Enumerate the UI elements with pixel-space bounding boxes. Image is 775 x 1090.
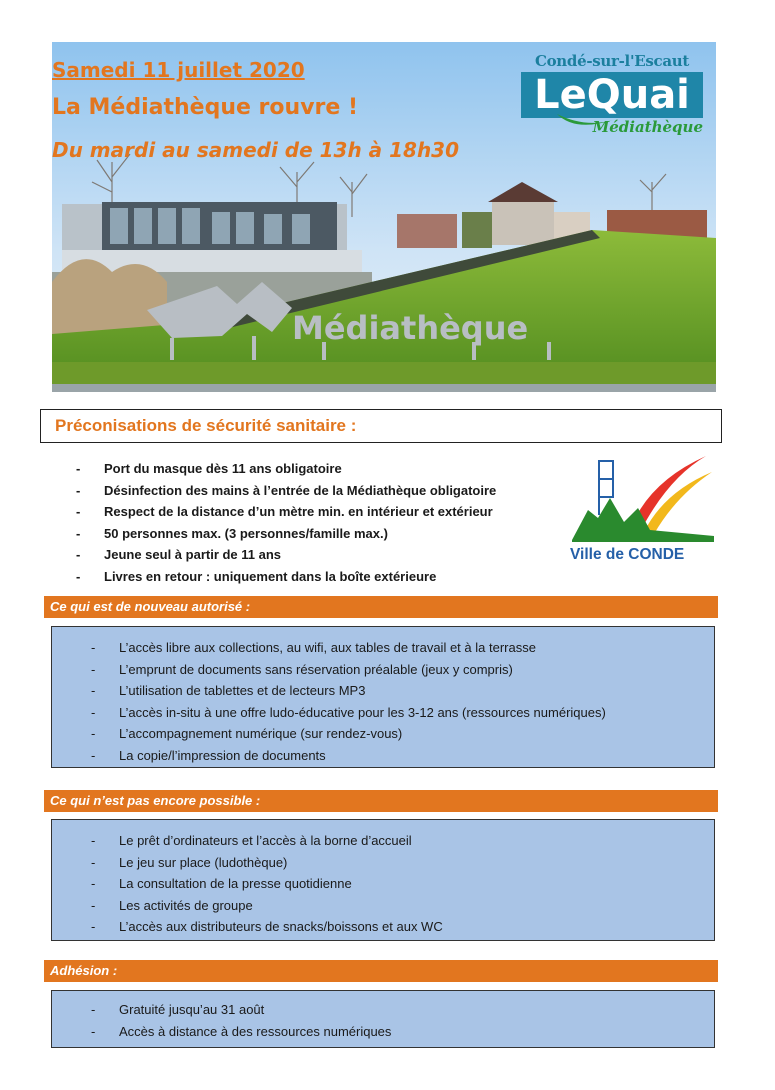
list-item: - L’emprunt de documents sans réservation préalable (jeux y compris) [119, 659, 606, 681]
list-item: - 50 personnes max. (3 personnes/famille max.) [104, 523, 496, 545]
not-yet-header-bar: Ce qui n’est pas encore possible : [44, 790, 718, 812]
membership-header-bar: Adhésion : [44, 960, 718, 982]
membership-box [51, 990, 715, 1048]
list-item: - Gratuité jusqu’au 31 août [119, 999, 391, 1021]
logo-subtitle: Médiathèque [592, 118, 703, 136]
date-heading: Samedi 11 juillet 2020 [52, 58, 305, 82]
list-item: - L’accompagnement numérique (sur rendez-vous) [119, 723, 606, 745]
not-yet-box [51, 819, 715, 941]
lequai-logo [517, 52, 707, 140]
not-yet-list [119, 830, 443, 938]
list-item: - L’accès aux distributeurs de snacks/boissons et aux WC [119, 916, 443, 938]
list-item: - Les activités de groupe [119, 895, 443, 917]
membership-list [119, 999, 391, 1042]
logo-name: LeQuai [521, 72, 703, 118]
list-item: - Livres en retour : uniquement dans la boîte extérieure [104, 566, 496, 588]
sign-text: Médiathèque [292, 309, 529, 347]
list-item: - Jeune seul à partir de 11 ans [104, 544, 496, 566]
list-item: - Le prêt d’ordinateurs et l’accès à la borne d’accueil [119, 830, 443, 852]
logo-town: Condé-sur-l'Escaut [534, 52, 690, 70]
list-item: - L’accès libre aux collections, au wifi, aux tables de travail et à la terrasse [119, 637, 606, 659]
list-item: - Désinfection des mains à l’entrée de la Médiathèque obligatoire [104, 480, 496, 502]
safety-title: Préconisations de sécurité sanitaire : [40, 409, 722, 443]
list-item: - Respect de la distance d’un mètre min. en intérieur et extérieur [104, 501, 496, 523]
list-item: - Le jeu sur place (ludothèque) [119, 852, 443, 874]
town-emblem-icon [568, 452, 718, 544]
reopen-headline: La Médiathèque rouvre ! [52, 95, 358, 120]
ville-de-conde-logo [568, 452, 718, 567]
allowed-header-bar: Ce qui est de nouveau autorisé : [44, 596, 718, 618]
list-item: - La consultation de la presse quotidienne [119, 873, 443, 895]
list-item: - La copie/l’impression de documents [119, 745, 606, 767]
allowed-list [119, 637, 606, 766]
list-item: - L’utilisation de tablettes et de lecteurs MP3 [119, 680, 606, 702]
list-item: - Port du masque dès 11 ans obligatoire [104, 458, 496, 480]
opening-hours: Du mardi au samedi de 13h à 18h30 [52, 138, 460, 162]
allowed-box [51, 626, 715, 768]
list-item: - L’accès in-situ à une offre ludo-éducative pour les 3-12 ans (ressources numériques) [119, 702, 606, 724]
safety-list [104, 458, 496, 587]
ville-label: Ville de CONDE [570, 546, 685, 563]
list-item: - Accès à distance à des ressources numériques [119, 1021, 391, 1043]
